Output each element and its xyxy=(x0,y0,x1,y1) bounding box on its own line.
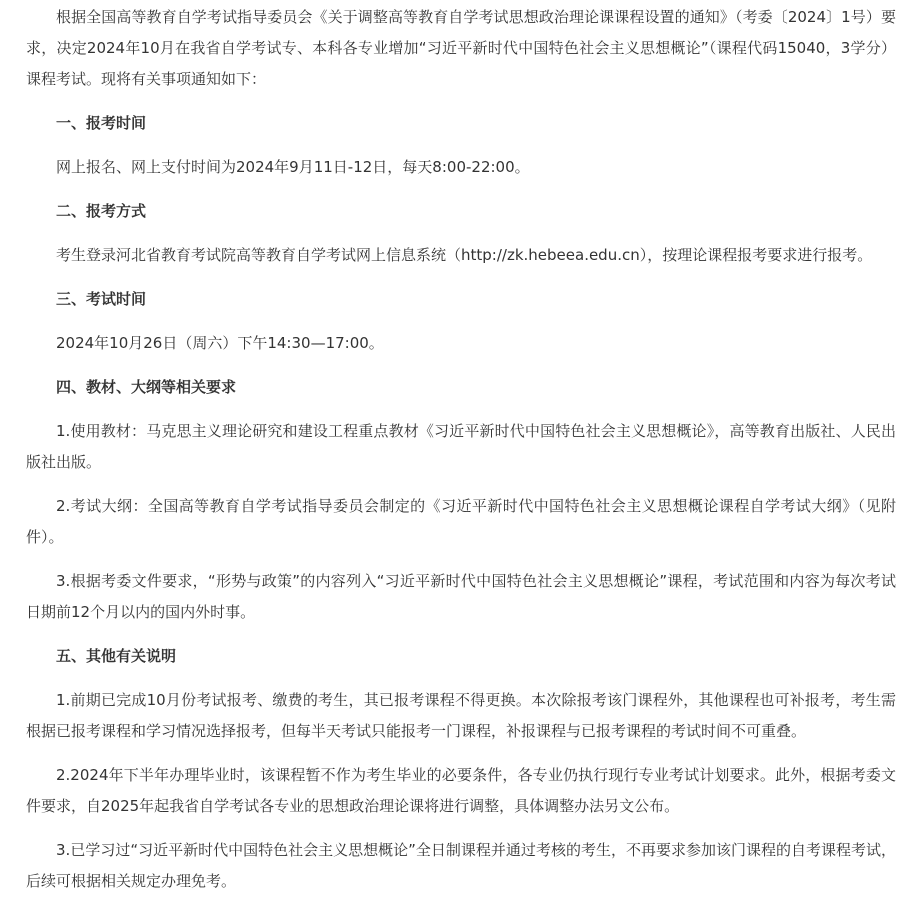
exam-time-paragraph: 2024年10月26日（周六）下午14:30—17:00。 xyxy=(56,334,384,352)
registration-time-paragraph: 网上报名、网上支付时间为2024年9月11日-12日，每天8:00-22:00。 xyxy=(56,158,530,176)
section-heading-registration-time: 一、报考时间 xyxy=(56,114,147,132)
materials-item: 3.根据考委文件要求，“形势与政策”的内容列入“习近平新时代中国特色社会主义思想概论”课程，考试范围和内容为每次考试日期前12个月以内的国内外时事。 xyxy=(26,572,896,621)
section-heading-registration-method: 二、报考方式 xyxy=(56,202,147,220)
section-heading-other-notes: 五、其他有关说明 xyxy=(56,647,177,665)
materials-item: 2.考试大纲：全国高等教育自学考试指导委员会制定的《习近平新时代中国特色社会主义思想概论课程自学考试大纲》（见附件）。 xyxy=(26,497,896,546)
section-heading-materials: 四、教材、大纲等相关要求 xyxy=(56,378,237,396)
other-notes-item: 2.2024年下半年办理毕业时，该课程暂不作为考生毕业的必要条件，各专业仍执行现行专业考试计划要求。此外，根据考委文件要求，自2025年起我省自学考试各专业的思想政治理论课将进行调整，具体调整办法另文公布。 xyxy=(26,766,896,815)
other-notes-item: 3.已学习过“习近平新时代中国特色社会主义思想概论”全日制课程并通过考核的考生，不再要求参加该门课程的自考课程考试，后续可根据相关规定办理免考。 xyxy=(26,841,896,890)
other-notes-item: 1.前期已完成10月份考试报考、缴费的考生，其已报考课程不得更换。本次除报考该门课程外，其他课程也可补报考，考生需根据已报考课程和学习情况选择报考，但每半天考试只能报考一门课程，补报课程与已报考课程的考试时间不可重叠。 xyxy=(26,691,896,740)
section-heading-exam-time: 三、考试时间 xyxy=(56,290,147,308)
intro-paragraph: 根据全国高等教育自学考试指导委员会《关于调整高等教育自学考试思想政治理论课课程设置的通知》（考委〔2024〕1号）要求，决定2024年10月在我省自学考试专、本科各专业增加“习近平新时代中国特色社会主义思想概论”（课程代码15040，3学分）课程考试。现将有关事项通知如下： xyxy=(26,8,896,88)
materials-item: 1.使用教材：马克思主义理论研究和建设工程重点教材《习近平新时代中国特色社会主义思想概论》，高等教育出版社、人民出版社出版。 xyxy=(26,422,896,471)
registration-method-paragraph: 考生登录河北省教育考试院高等教育自学考试网上信息系统（http://zk.hebeea.edu.cn），按理论课程报考要求进行报考。 xyxy=(56,246,873,264)
